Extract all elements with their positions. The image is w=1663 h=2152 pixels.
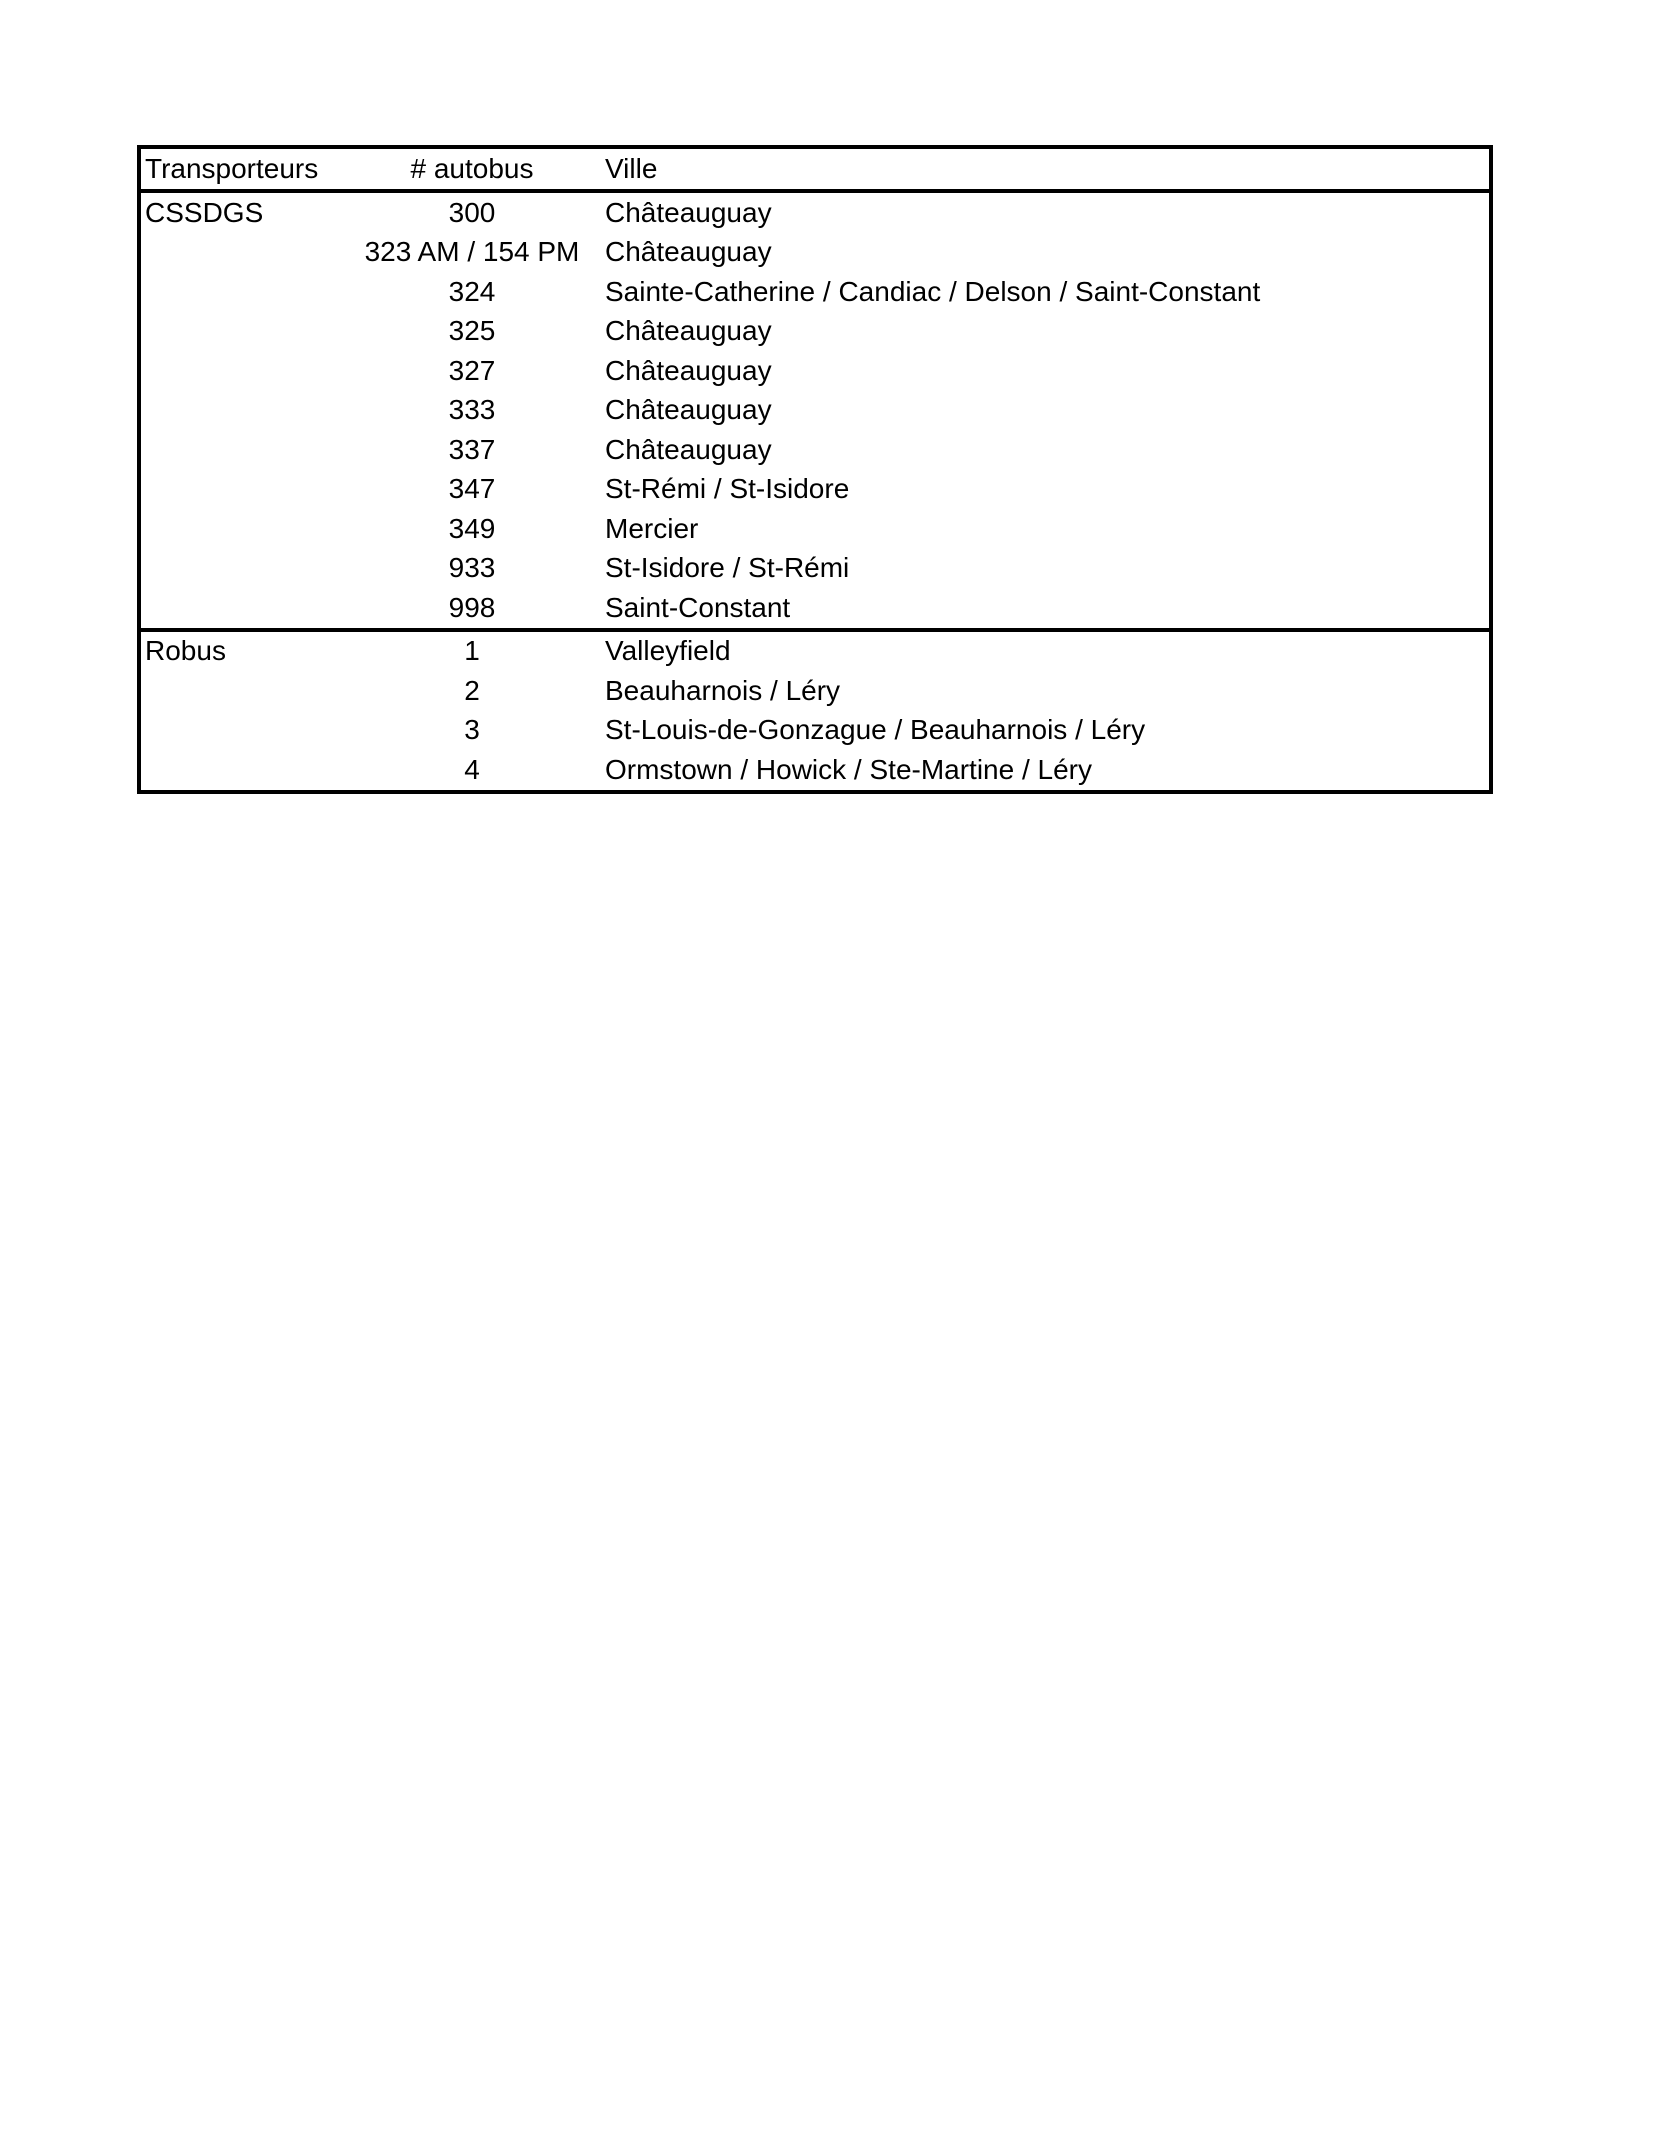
city-cell: Châteauguay <box>605 315 772 347</box>
table-row <box>141 632 1489 672</box>
bus-cell: 349 <box>448 512 496 544</box>
table-row <box>141 351 1489 391</box>
header-ville: Ville <box>605 153 658 184</box>
city-cell: St-Rémi / St-Isidore <box>605 473 850 505</box>
table-row <box>141 470 1489 510</box>
city-cell: Beauharnois / Léry <box>605 674 841 706</box>
table-row <box>141 750 1489 790</box>
table-row <box>141 549 1489 589</box>
table-row <box>141 312 1489 352</box>
city-cell: Valleyfield <box>605 635 731 667</box>
bus-cell: 347 <box>448 473 496 505</box>
bus-cell: 323 AM / 154 PM <box>364 236 580 268</box>
bus-cell: 1 <box>464 635 480 667</box>
table-row <box>141 391 1489 431</box>
bus-table <box>137 145 1493 794</box>
bus-cell: 300 <box>448 196 496 228</box>
city-cell: Saint-Constant <box>605 591 791 623</box>
city-cell: Châteauguay <box>605 433 772 465</box>
bus-cell: 2 <box>464 674 480 706</box>
table-row <box>141 588 1489 628</box>
table-row <box>141 233 1489 273</box>
city-cell: Châteauguay <box>605 394 772 426</box>
city-cell: Mercier <box>605 512 699 544</box>
table-row <box>141 272 1489 312</box>
bus-cell: 333 <box>448 394 496 426</box>
group-cssdgs <box>141 193 1489 628</box>
city-cell: St-Isidore / St-Rémi <box>605 552 850 584</box>
header-autobus: # autobus <box>410 153 534 184</box>
bus-cell: 324 <box>448 275 496 307</box>
city-cell: Châteauguay <box>605 236 772 268</box>
bus-cell: 327 <box>448 354 496 386</box>
city-cell: Sainte-Catherine / Candiac / Delson / Saint-Constant <box>605 275 1261 307</box>
city-cell: Châteauguay <box>605 354 772 386</box>
bus-cell: 325 <box>448 315 496 347</box>
bus-cell: 933 <box>448 552 496 584</box>
bus-cell: 337 <box>448 433 496 465</box>
transporter-cell: Robus <box>145 635 226 667</box>
table-row <box>141 509 1489 549</box>
bus-cell: 998 <box>448 591 496 623</box>
table-row <box>141 430 1489 470</box>
bus-cell: 3 <box>464 714 480 746</box>
city-cell: Châteauguay <box>605 196 772 228</box>
group-robus <box>141 628 1489 790</box>
table-row <box>141 193 1489 233</box>
header-transporteurs: Transporteurs <box>145 153 319 184</box>
table-row <box>141 711 1489 751</box>
table-row <box>141 671 1489 711</box>
bus-cell: 4 <box>464 753 480 785</box>
transporter-cell: CSSDGS <box>145 196 264 228</box>
city-cell: Ormstown / Howick / Ste-Martine / Léry <box>605 753 1093 785</box>
table-header-row <box>141 149 1489 193</box>
city-cell: St-Louis-de-Gonzague / Beauharnois / Léry <box>605 714 1146 746</box>
